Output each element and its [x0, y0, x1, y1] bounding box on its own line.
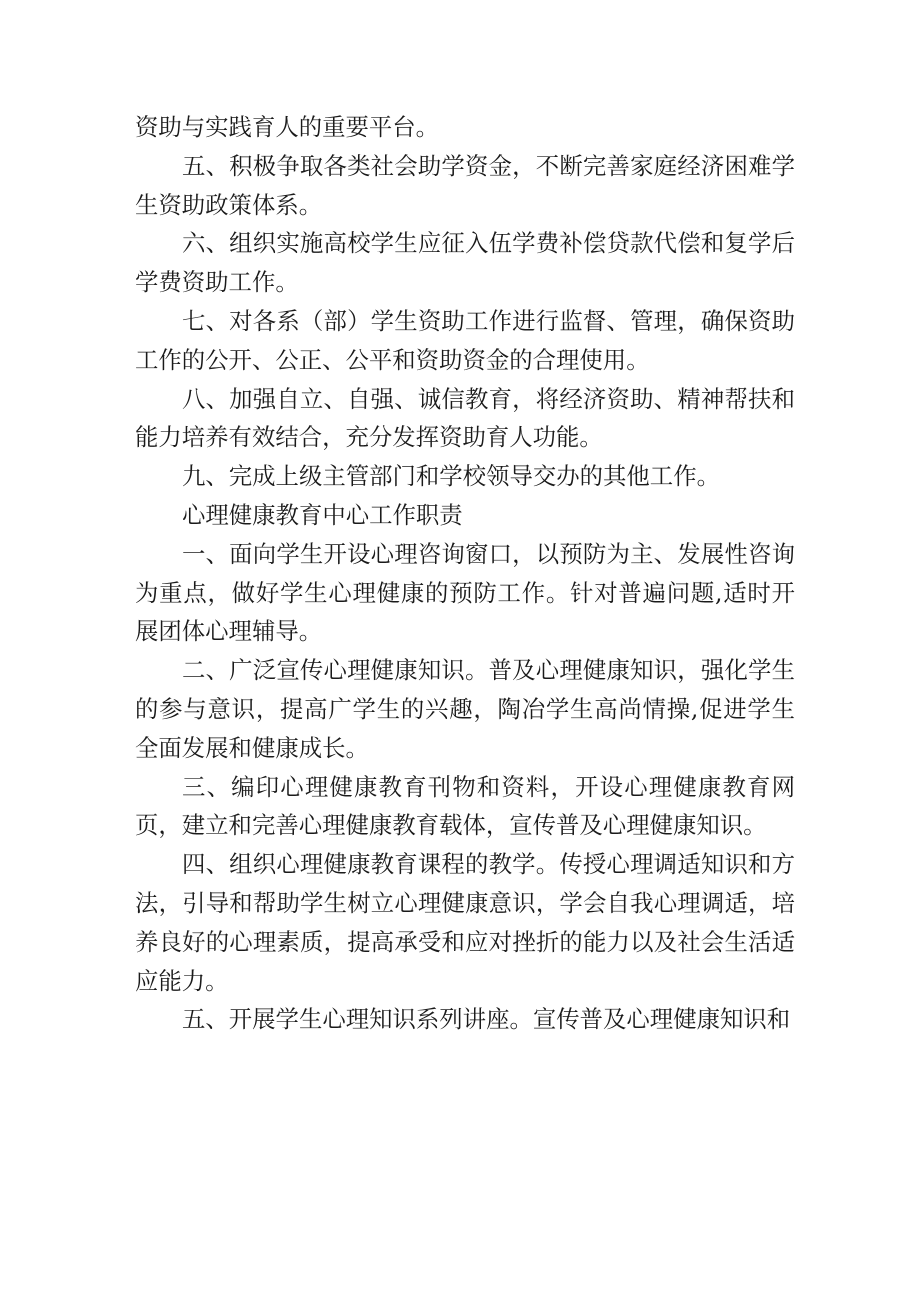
document-body	[135, 108, 795, 1039]
paragraph-item-9: 九、完成上级主管部门和学校领导交办的其他工作。	[182, 462, 720, 491]
paragraph-item-6: 六、组织实施高校学生应征入伍学费补偿贷款代偿和复学后学费资助工作。	[135, 229, 795, 297]
paragraph-continuation: 资助与实践育人的重要平台。	[135, 113, 440, 141]
paragraph-item-2: 二、广泛宣传心理健康知识。普及心理健康知识，强化学生的参与意识，提高广学生的兴趣，陶冶学生高尚情操,促进学生全面发展和健康成长。	[135, 656, 795, 762]
paragraph-item-7: 七、对各系（部）学生资助工作进行监督、管理，确保资助工作的公开、公正、公平和资助资金的合理使用。	[135, 306, 795, 374]
paragraph-item-4: 四、组织心理健康教育课程的教学。传授心理调适知识和方法，引导和帮助学生树立心理健康意识，学会自我心理调适，培养良好的心理素质，提高承受和应对挫折的能力以及社会生活适应能力。	[135, 850, 795, 995]
paragraph-item-3: 三、编印心理健康教育刊物和资料，开设心理健康教育网页，建立和完善心理健康教育载体，宣传普及心理健康知识。	[135, 772, 795, 840]
paragraph-item-5b: 五、开展学生心理知识系列讲座。宣传普及心理健康知识和	[182, 1005, 791, 1034]
paragraph-item-8: 八、加强自立、自强、诚信教育，将经济资助、精神帮扶和能力培养有效结合，充分发挥资助育人功能。	[135, 384, 795, 452]
paragraph-item-1: 一、面向学生开设心理咨询窗口，以预防为主、发展性咨询为重点，做好学生心理健康的预防工作。针对普遍问题,适时开展团体心理辅导。	[135, 539, 795, 646]
paragraph-item-5: 五、积极争取各类社会助学资金，不断完善家庭经济困难学生资助政策体系。	[135, 151, 795, 219]
section-heading: 心理健康教育中心工作职责	[182, 500, 463, 529]
